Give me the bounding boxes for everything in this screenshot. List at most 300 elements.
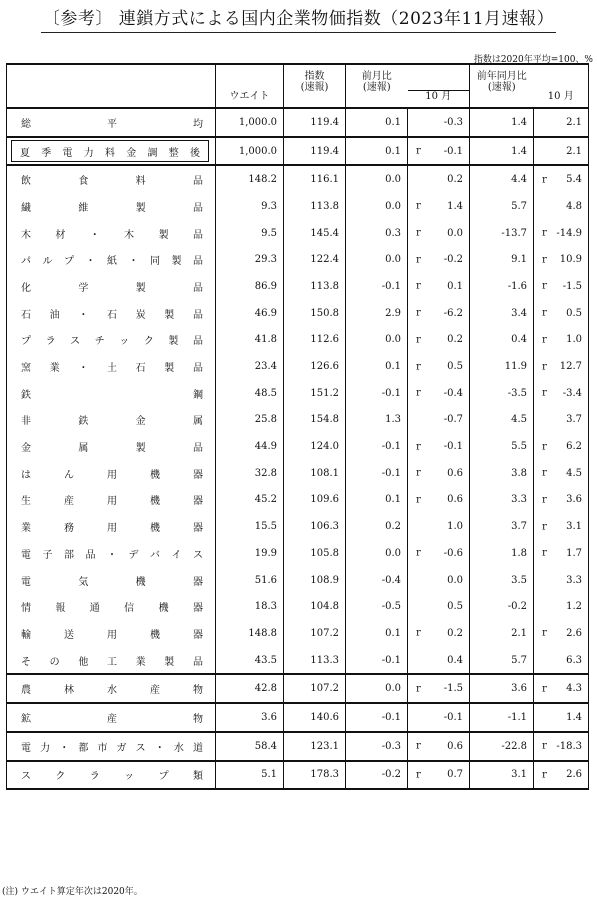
cell-yoy: [470, 165, 534, 193]
cell-mom: [346, 108, 408, 137]
cell-oct2: [534, 220, 589, 247]
cell-oct1: [408, 246, 470, 273]
cell-value: 0.6: [447, 740, 463, 752]
cell-value: 0.2: [385, 521, 401, 533]
cell-value: 0.0: [385, 254, 401, 266]
cell-value: 123.1: [310, 740, 339, 752]
cell-mom: [346, 487, 408, 514]
cell-w: [216, 647, 284, 675]
row-label-char: ス: [21, 771, 31, 783]
cell-w: [216, 108, 284, 137]
row-label-char: 電: [21, 742, 31, 754]
cell-value: 108.1: [310, 467, 339, 479]
row-label: [7, 674, 216, 703]
row-label-char: ん: [64, 469, 74, 481]
row-label-char: 道: [192, 742, 203, 754]
cell-oct1: [408, 300, 470, 327]
row-label-char: デ: [128, 549, 139, 561]
cell-yoy: [470, 407, 534, 434]
row-label-char: 料: [135, 176, 146, 188]
cell-value: 107.2: [310, 683, 339, 695]
cell-yoy: [470, 540, 534, 567]
cell-value: -0.4: [443, 387, 463, 399]
cell-value: 140.6: [310, 711, 339, 723]
cell-value: 0.7: [447, 769, 463, 781]
row-label-char: 産: [150, 685, 160, 697]
row-label: [7, 220, 216, 247]
row-label: [7, 703, 216, 732]
cell-value: 5.5: [511, 441, 527, 453]
cell-oct1: [408, 460, 470, 487]
cell-idx: [284, 513, 346, 540]
header-blank: [7, 64, 216, 108]
cell-value: 15.5: [254, 521, 277, 533]
cell-value: 4.8: [566, 200, 582, 212]
revised-flag: r: [542, 387, 547, 399]
row-label-char: 力: [83, 147, 94, 159]
row-label-char: 輸: [21, 629, 31, 641]
row-label-char: 物: [193, 713, 203, 725]
cell-idx: [284, 540, 346, 567]
row-label: [7, 300, 216, 327]
table-row: [7, 137, 589, 166]
cell-mom: [346, 540, 408, 567]
cell-w: [216, 433, 284, 460]
row-label-char: ・: [85, 256, 96, 268]
cell-value: 3.6: [261, 711, 277, 723]
cell-value: 113.8: [310, 200, 339, 212]
cell-value: 23.4: [254, 361, 277, 373]
cell-value: -0.2: [443, 254, 463, 266]
cell-value: 1.0: [566, 334, 582, 346]
cell-value: -1.5: [562, 280, 582, 292]
cell-value: 1.2: [566, 601, 582, 613]
cell-mom: [346, 647, 408, 675]
cell-w: [216, 220, 284, 247]
revised-flag: r: [542, 740, 547, 752]
revised-flag: r: [416, 200, 421, 212]
row-label-char: 土: [106, 363, 117, 375]
cell-oct2: [534, 300, 589, 327]
cell-oct1: [408, 220, 470, 247]
cell-yoy: [470, 703, 534, 732]
cell-value: -18.3: [556, 740, 582, 752]
cell-value: -3.4: [562, 387, 582, 399]
row-label: [7, 540, 216, 567]
cell-idx: [284, 380, 346, 407]
cell-mom: [346, 620, 408, 647]
row-label-char: 飲: [21, 176, 31, 188]
revised-flag: r: [416, 683, 421, 695]
row-label-char: 化: [21, 282, 31, 294]
cell-value: 44.9: [254, 441, 277, 453]
revised-flag: r: [542, 361, 547, 373]
row-label-char: 機: [150, 629, 160, 641]
revised-flag: r: [542, 441, 547, 453]
cell-w: [216, 353, 284, 380]
cell-value: 43.5: [254, 654, 277, 666]
header-mom: 前月比 (速報): [346, 64, 408, 108]
row-label-char: 調: [147, 147, 158, 159]
cell-value: 122.4: [310, 254, 339, 266]
cell-oct2: [534, 165, 589, 193]
row-label-char: 器: [192, 576, 203, 588]
row-label: [7, 137, 216, 166]
cell-value: -0.1: [381, 467, 401, 479]
row-label: [7, 433, 216, 460]
cell-value: 0.1: [385, 361, 401, 373]
cell-mom: [346, 567, 408, 594]
cell-w: [216, 674, 284, 703]
row-label-char: 品: [192, 176, 203, 188]
cell-value: -0.1: [381, 280, 401, 292]
row-label-char: ス: [70, 336, 81, 348]
cell-value: 1.4: [447, 200, 463, 212]
row-label-char: 製: [171, 256, 182, 268]
cell-mom: [346, 137, 408, 166]
revised-flag: r: [416, 441, 421, 453]
cell-value: 11.9: [504, 361, 527, 373]
cell-oct1: [408, 593, 470, 620]
header-yoy-oct: 10 月: [547, 91, 574, 102]
table-row: [7, 674, 589, 703]
table-row: [7, 460, 589, 487]
row-label-char: 維: [78, 202, 89, 214]
cell-value: 0.4: [447, 654, 463, 666]
cell-value: -6.2: [443, 307, 463, 319]
row-label-char: 製: [164, 656, 175, 668]
revised-flag: r: [542, 547, 547, 559]
cell-mom: [346, 327, 408, 354]
cell-value: 5.1: [261, 769, 277, 781]
cell-mom: [346, 193, 408, 220]
row-label-char: 部: [64, 549, 74, 561]
cell-w: [216, 487, 284, 514]
row-label-char: 製: [164, 309, 175, 321]
cell-yoy: [470, 567, 534, 594]
cell-mom: [346, 246, 408, 273]
cell-w: [216, 732, 284, 761]
cell-oct1: [408, 761, 470, 790]
cell-value: 1.7: [566, 547, 582, 559]
cell-mom: [346, 433, 408, 460]
table-row: [7, 165, 589, 193]
row-label: [7, 732, 216, 761]
row-label-char: プ: [158, 771, 169, 783]
cell-value: -22.8: [501, 740, 527, 752]
table-row: [7, 487, 589, 514]
cell-value: -13.7: [501, 227, 527, 239]
cell-value: -0.1: [443, 441, 463, 453]
cell-value: 0.1: [385, 145, 401, 157]
row-label-char: ・: [89, 229, 100, 241]
cell-value: -1.6: [507, 280, 527, 292]
row-label-char: 生: [21, 496, 31, 508]
row-label: [7, 407, 216, 434]
cell-oct2: [534, 273, 589, 300]
cell-value: 3.8: [511, 467, 527, 479]
cell-mom: [346, 761, 408, 790]
revised-flag: r: [416, 627, 421, 639]
table-row: [7, 732, 589, 761]
cell-oct1: [408, 487, 470, 514]
row-label-char: イ: [171, 549, 182, 561]
cell-mom: [346, 380, 408, 407]
cell-w: [216, 540, 284, 567]
row-label-char: 電: [21, 576, 31, 588]
row-label-char: 石: [106, 309, 117, 321]
cell-idx: [284, 433, 346, 460]
row-label-char: 送: [64, 629, 74, 641]
row-label-char: 繊: [21, 202, 31, 214]
cell-value: 104.8: [310, 601, 339, 613]
row-label-char: 品: [192, 309, 203, 321]
cell-value: 45.2: [254, 494, 277, 506]
cell-oct1: [408, 433, 470, 460]
row-label-char: 金: [135, 416, 146, 428]
row-label-char: ス: [135, 742, 146, 754]
cell-mom: [346, 165, 408, 193]
row-label-char: 品: [85, 549, 96, 561]
row-label-char: は: [21, 469, 31, 481]
row-label-char: 業: [49, 363, 60, 375]
table-row: [7, 327, 589, 354]
cell-idx: [284, 761, 346, 790]
row-label-char: ・: [107, 549, 117, 561]
cell-value: 0.1: [385, 494, 401, 506]
cell-oct1: [408, 273, 470, 300]
row-label-char: 市: [97, 742, 108, 754]
cell-value: 3.3: [511, 494, 527, 506]
row-label-char: 鉄: [21, 389, 31, 401]
row-label: [7, 380, 216, 407]
cell-value: 42.8: [254, 683, 277, 695]
cell-mom: [346, 703, 408, 732]
cell-oct2: [534, 108, 589, 137]
cell-idx: [284, 273, 346, 300]
cell-value: 0.0: [385, 174, 401, 186]
row-label-char: 製: [135, 443, 146, 455]
cell-oct2: [534, 460, 589, 487]
row-label-char: 非: [21, 416, 31, 428]
row-label-char: 林: [64, 685, 74, 697]
row-label-char: 報: [55, 603, 66, 615]
row-label-char: 機: [150, 469, 160, 481]
cell-idx: [284, 193, 346, 220]
cell-value: 3.6: [566, 494, 582, 506]
cell-oct1: [408, 137, 470, 166]
cell-value: 3.7: [566, 414, 582, 426]
cell-yoy: [470, 353, 534, 380]
row-label-char: 季: [41, 147, 52, 159]
row-label-char: 器: [193, 523, 203, 535]
cell-oct1: [408, 647, 470, 675]
cell-oct2: [534, 513, 589, 540]
footnote: (注) ウエイト算定年次は2020年。: [2, 887, 143, 897]
cell-value: 1.8: [511, 547, 527, 559]
cell-oct1: [408, 620, 470, 647]
cell-value: 6.2: [566, 441, 582, 453]
row-label: [7, 761, 216, 790]
cell-value: 0.0: [385, 683, 401, 695]
row-label: [7, 460, 216, 487]
row-label-char: 木: [124, 229, 135, 241]
row-label: [7, 620, 216, 647]
revised-flag: r: [542, 174, 547, 186]
cell-oct2: [534, 353, 589, 380]
row-label: [7, 327, 216, 354]
revised-flag: r: [416, 769, 421, 781]
cell-value: 4.5: [566, 467, 582, 479]
cell-oct2: [534, 246, 589, 273]
row-label: [7, 487, 216, 514]
cell-value: -1.5: [443, 683, 463, 695]
cell-idx: [284, 732, 346, 761]
cell-yoy: [470, 761, 534, 790]
cell-mom: [346, 513, 408, 540]
cell-yoy: [470, 246, 534, 273]
row-label-char: ッ: [119, 336, 130, 348]
row-label-char: ク: [143, 336, 154, 348]
cell-oct1: [408, 407, 470, 434]
cell-value: 0.5: [447, 361, 463, 373]
row-label-char: 用: [107, 469, 117, 481]
row-label-char: ッ: [124, 771, 135, 783]
cell-value: 0.6: [447, 494, 463, 506]
revised-flag: r: [542, 627, 547, 639]
cell-value: -1.1: [507, 711, 527, 723]
revised-flag: r: [542, 334, 547, 346]
cell-yoy: [470, 620, 534, 647]
cell-value: 0.4: [511, 334, 527, 346]
cell-value: 4.3: [566, 683, 582, 695]
row-label-char: 産: [107, 713, 117, 725]
row-label-char: 木: [21, 229, 31, 241]
cell-value: -0.2: [507, 601, 527, 613]
row-label: [7, 165, 216, 193]
cell-value: 2.1: [511, 627, 527, 639]
table-row: [7, 761, 589, 790]
cell-oct1: [408, 380, 470, 407]
cell-yoy: [470, 220, 534, 247]
cell-value: 1,000.0: [238, 116, 277, 128]
cell-w: [216, 593, 284, 620]
cell-oct2: [534, 674, 589, 703]
cell-mom: [346, 674, 408, 703]
row-label: [7, 246, 216, 273]
cell-mom: [346, 273, 408, 300]
cell-value: 0.0: [385, 200, 401, 212]
cell-value: 113.3: [310, 654, 339, 666]
cell-w: [216, 300, 284, 327]
row-label-char: ガ: [116, 742, 127, 754]
cell-idx: [284, 137, 346, 166]
cell-value: 6.3: [566, 654, 582, 666]
cell-value: 0.0: [447, 227, 463, 239]
cell-w: [216, 761, 284, 790]
row-label: [7, 567, 216, 594]
cell-value: 1,000.0: [238, 145, 277, 157]
cell-oct2: [534, 327, 589, 354]
cell-w: [216, 246, 284, 273]
row-label-char: 情: [21, 603, 31, 615]
cell-value: 150.8: [310, 307, 339, 319]
cell-idx: [284, 647, 346, 675]
cell-value: 154.8: [310, 414, 339, 426]
cell-w: [216, 703, 284, 732]
cell-value: 9.1: [511, 254, 527, 266]
row-label-char: 品: [192, 656, 203, 668]
cell-value: 178.3: [310, 769, 339, 781]
row-label-char: 製: [135, 282, 146, 294]
cell-value: 41.8: [254, 334, 277, 346]
row-label-char: 業: [135, 656, 146, 668]
revised-flag: r: [416, 307, 421, 319]
cell-value: -0.5: [381, 601, 401, 613]
cell-value: 9.3: [261, 200, 277, 212]
row-label-char: ・: [78, 363, 89, 375]
row-label-char: 器: [193, 629, 203, 641]
cell-value: 108.9: [310, 574, 339, 586]
row-label-char: 製: [164, 363, 175, 375]
row-label-char: ス: [193, 549, 203, 561]
row-label-char: 油: [49, 309, 60, 321]
cell-value: -0.1: [381, 441, 401, 453]
cell-value: -0.3: [443, 116, 463, 128]
cell-oct2: [534, 487, 589, 514]
table-row: [7, 620, 589, 647]
cell-value: 3.4: [511, 307, 527, 319]
row-label-char: 機: [135, 576, 146, 588]
cell-value: 2.1: [566, 145, 582, 157]
cell-value: 1.3: [385, 414, 401, 426]
cell-value: 0.6: [447, 467, 463, 479]
cell-w: [216, 567, 284, 594]
row-label-char: 業: [21, 523, 31, 535]
cell-yoy: [470, 487, 534, 514]
cell-value: -0.1: [381, 654, 401, 666]
revised-flag: r: [416, 547, 421, 559]
cell-idx: [284, 593, 346, 620]
cell-value: 119.4: [310, 145, 339, 157]
row-label-char: 炭: [135, 309, 146, 321]
table-row: [7, 407, 589, 434]
table-row: [7, 540, 589, 567]
row-label-char: 水: [107, 685, 117, 697]
row-label-char: 食: [78, 176, 89, 188]
row-label-char: 気: [78, 576, 89, 588]
cell-value: 0.2: [447, 174, 463, 186]
cell-idx: [284, 674, 346, 703]
cell-oct1: [408, 732, 470, 761]
revised-flag: r: [542, 467, 547, 479]
row-label-char: 品: [192, 282, 203, 294]
cell-mom: [346, 460, 408, 487]
cell-value: 12.7: [559, 361, 582, 373]
row-label-char: 都: [78, 742, 89, 754]
cell-idx: [284, 487, 346, 514]
row-label-char: 機: [158, 603, 169, 615]
cell-value: 48.5: [254, 387, 277, 399]
cell-value: -0.7: [443, 414, 463, 426]
row-label-char: 製: [135, 202, 146, 214]
cell-idx: [284, 703, 346, 732]
cell-value: 145.4: [310, 227, 339, 239]
cell-value: 2.6: [566, 769, 582, 781]
cell-oct2: [534, 703, 589, 732]
row-label-char: バ: [150, 549, 160, 561]
row-label-char: 電: [62, 147, 73, 159]
